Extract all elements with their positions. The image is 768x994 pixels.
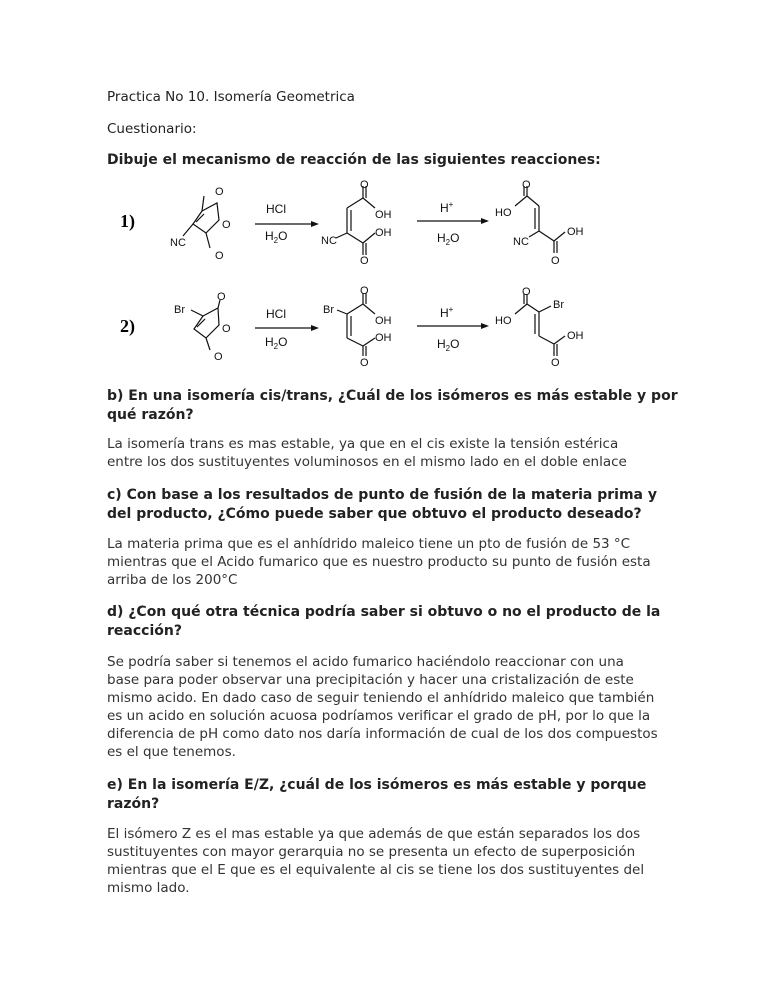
r2-o-top: O (217, 291, 226, 303)
i1-o-top: O (360, 179, 369, 191)
reaction-1-svg (107, 178, 667, 270)
svg-text:H2O: $H_2O$ (437, 231, 460, 247)
i1-oh-top: OH (375, 209, 392, 221)
answer-e-line-4: mismo lado. (107, 880, 190, 896)
svg-text:H2O: $H_2O$ (265, 335, 288, 351)
r1-o-ring: O (222, 219, 231, 231)
i2-o-top: O (360, 286, 369, 297)
reaction-2-svg (107, 286, 667, 368)
answer-c-line-1: La materia prima que es el anhídrido maleico tiene un pto de fusión de 53 °C (107, 536, 631, 552)
r1-reagent1-top: HCl (266, 202, 286, 216)
i2-br: Br (323, 304, 334, 316)
question-d-line-1: d) ¿Con qué otra técnica podría saber si obtuvo o no el producto de la (107, 604, 661, 620)
intermediate-2-structure (337, 293, 375, 356)
i1-oh-bottom: OH (375, 227, 392, 239)
p2-oh: OH (567, 330, 584, 342)
svg-text:H2O: $H_2O$ (437, 337, 460, 353)
p1-nc: NC (513, 236, 529, 248)
question-a: Dibuje el mecanismo de reacción de las siguientes reacciones: (107, 152, 601, 168)
r1-reagent2-h: H (440, 201, 449, 215)
p1-oh: OH (567, 226, 584, 238)
reaction-1-scheme (107, 178, 667, 270)
answer-d-line-4: es un acido en solución acuosa podríamos verificar el grado de pH, por lo que la (107, 708, 651, 724)
answer-c-line-3: arriba de los 200°C (107, 572, 238, 588)
answer-c-line-2: mientras que el Acido fumarico que es nuestro producto su punto de fusión esta (107, 554, 651, 570)
i2-oh-bottom: OH (375, 332, 392, 344)
answer-d-line-6: es el que tenemos. (107, 744, 236, 760)
answer-d-line-2: base para poder observar una precipitación y hacer una cristalización de este (107, 672, 634, 688)
question-b-line-1: b) En una isomería cis/trans, ¿Cuál de los isómeros es más estable y por (107, 388, 678, 404)
p1-o-bottom: O (551, 255, 560, 267)
p2-o-top: O (522, 286, 531, 298)
i1-nc: NC (321, 235, 337, 247)
reaction-1-label: 1) (120, 211, 135, 231)
reaction-2-scheme (107, 286, 667, 368)
question-c-line-1: c) Con base a los resultados de punto de fusión de la materia prima y (107, 487, 657, 503)
answer-d-line-3: mismo acido. En dado caso de seguir teniendo el anhídrido maleico que también (107, 690, 655, 706)
reactant-1-structure (183, 196, 219, 248)
r1-o-top: O (215, 186, 224, 198)
reaction-2-label: 2) (120, 316, 135, 336)
question-d-line-2: reacción? (107, 623, 182, 639)
r2-o-bottom: O (214, 351, 223, 363)
p2-ho: HO (495, 315, 512, 327)
reactant-2-structure (191, 300, 220, 350)
answer-b-line-2: entre los dos sustituyentes voluminosos en el mismo lado en el doble enlace (107, 454, 627, 470)
intermediate-1-structure (336, 186, 375, 255)
answer-b-line-1: La isomería trans es mas estable, ya que en el cis existe la tensión estérica (107, 436, 619, 452)
r1-reagent1-h: H (265, 229, 274, 243)
cuestionario-label: Cuestionario: (107, 121, 197, 137)
r1-o-bottom: O (215, 250, 224, 262)
question-e-line-2: razón? (107, 796, 160, 812)
r2-o-ring: O (222, 323, 231, 335)
question-e-line-1: e) En la isomería E/Z, ¿cuál de los isómeros es más estable y porque (107, 777, 647, 793)
answer-e-line-3: mientras que el E que es el equivalente al cis se tiene los dos sustituyentes del (107, 862, 645, 878)
p2-br: Br (553, 299, 564, 311)
p1-ho: HO (495, 207, 512, 219)
answer-d-line-1: Se podría saber si tenemos el acido fumarico haciéndolo reaccionar con una (107, 654, 624, 670)
p1-o-top: O (522, 179, 531, 191)
svg-text:H+: H+ (440, 200, 454, 215)
svg-text:H+: H+ (440, 305, 454, 320)
i1-o-bottom: O (360, 255, 369, 267)
r2-br: Br (174, 304, 185, 316)
svg-text:H2O: $H_2O$ (265, 229, 288, 245)
i2-oh-top: OH (375, 315, 392, 327)
question-c-line-2: del producto, ¿Cómo puede saber que obtuvo el producto deseado? (107, 506, 642, 522)
r2-reagent1-top: HCl (266, 307, 286, 321)
doc-title: Practica No 10. Isomería Geometrica (107, 89, 355, 105)
i2-o-bottom: O (360, 357, 369, 368)
answer-e-line-1: El isómero Z es el mas estable ya que además de que están separados los dos (107, 826, 641, 842)
answer-d-line-5: diferencia de pH como dato nos daría información de cual de los dos compuestos (107, 726, 658, 742)
r1-nc: NC (170, 237, 186, 249)
answer-e-line-2: sustituyentes con mayor gerarquia no se presenta un efecto de superposición (107, 844, 636, 860)
question-b-line-2: qué razón? (107, 407, 194, 423)
p2-o-bottom: O (551, 357, 560, 368)
